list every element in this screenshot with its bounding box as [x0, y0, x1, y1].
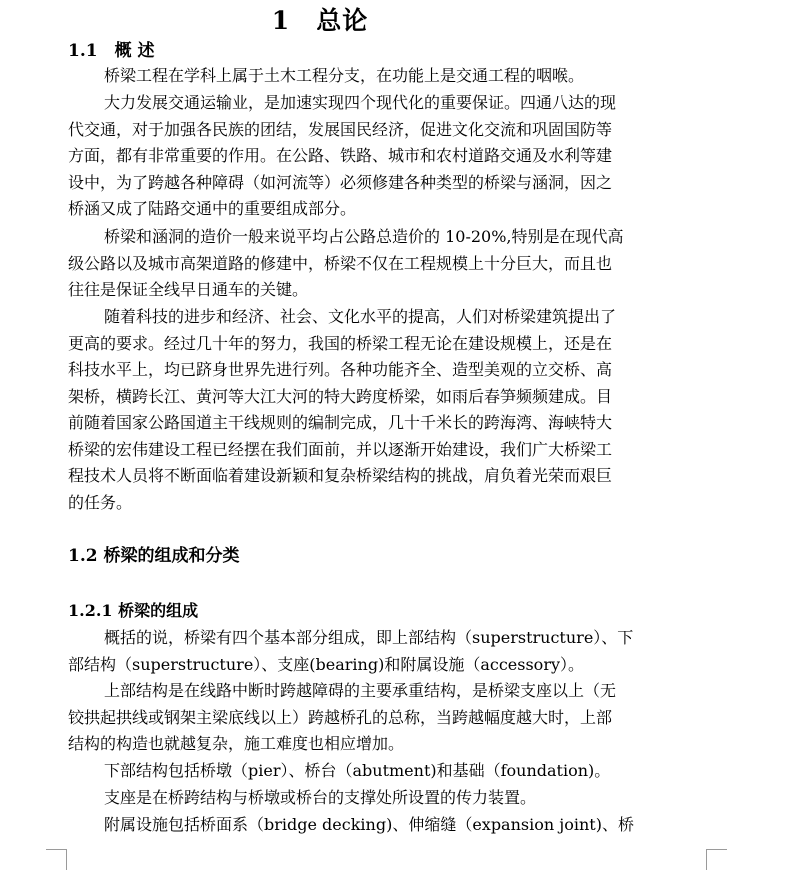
paragraph-5 — [68, 625, 708, 678]
paragraph-line: 方面，都有非常重要的作用。在公路、铁路、城市和农村道路交通及水利等建 — [68, 146, 613, 165]
paragraph-6 — [68, 678, 708, 758]
paragraph-line: 代交通，对于加强各民族的团结，发展国民经济，促进文化交流和巩固国防等 — [68, 119, 613, 139]
paragraph-line: 设中，为了跨越各种障碍（如河流等）必须修建各种类型的桥梁与涵洞，因之 — [68, 172, 613, 192]
paragraph-line: 级公路以及城市高架道路的修建中，桥梁不仅在工程规模上十分巨大，而且也 — [68, 253, 613, 273]
paragraph-7 — [68, 758, 708, 785]
page-corner-mark-left — [46, 849, 67, 870]
paragraph-2 — [68, 90, 708, 223]
section-heading-1-2-1: 1.2.1 桥梁的组成 — [68, 601, 199, 620]
paragraph-line: 支座是在桥跨结构与桥墩或桥台的支撑处所设置的传力装置。 — [104, 788, 537, 807]
paragraph-line: 前随着国家公路国道主干线规则的编制完成，几十千米长的跨海湾、海峡特大 — [68, 413, 613, 432]
chapter-title: 1 总论 — [271, 6, 369, 35]
paragraph-4 — [68, 304, 708, 516]
paragraph-1 — [68, 63, 708, 90]
paragraph-line: 更高的要求。经过几十年的努力，我国的桥梁工程无论在建设规模上，还是在 — [68, 333, 613, 353]
section-heading-1-2: 1.2 桥梁的组成和分类 — [68, 546, 240, 566]
page-corner-mark-right — [706, 849, 727, 870]
paragraph-line: 桥梁工程在学科上属于土木工程分支，在功能上是交通工程的咽喉。 — [104, 66, 585, 85]
paragraph-line: 科技水平上，均已跻身世界先进行列。各种功能齐全、造型美观的立交桥、高 — [68, 360, 613, 379]
paragraph-line: 随着科技的进步和经济、社会、文化水平的提高，人们对桥梁建筑提出了 — [104, 307, 617, 326]
paragraph-line: 往往是保证全线早日通车的关键。 — [68, 280, 309, 299]
paragraph-line: 程技术人员将不断面临着建设新颖和复杂桥梁结构的挑战，肩负着光荣而艰巨 — [68, 466, 613, 485]
paragraph-9 — [68, 812, 708, 839]
paragraph-line: 上部结构是在线路中断时跨越障碍的主要承重结构，是桥梁支座以上（无 — [104, 681, 617, 700]
paragraph-line: 铰拱起拱线或钢架主梁底线以上）跨越桥孔的总称，当跨越幅度越大时，上部 — [68, 707, 613, 727]
paragraph-line: 的任务。 — [68, 492, 133, 512]
paragraph-8 — [68, 785, 708, 812]
paragraph-line: 架桥，横跨长江、黄河等大江大河的特大跨度桥梁，如雨后春笋频频建成。目 — [68, 386, 613, 406]
paragraph-line: 部结构（superstructure）、支座(bearing)和附属设施（accessory）。 — [68, 654, 585, 674]
paragraph-line: 桥梁的宏伟建设工程已经摆在我们面前，并以逐渐开始建设，我们广大桥梁工 — [68, 439, 613, 459]
paragraph-line: 概括的说，桥梁有四个基本部分组成，即上部结构（superstructure）、下 — [104, 628, 634, 647]
paragraph-line: 桥梁和涵洞的造价一般来说平均占公路总造价的 10-20%,特别是在现代高 — [104, 227, 624, 246]
paragraph-line: 下部结构包括桥墩（pier）、桥台（abutment)和基础（foundation)。 — [104, 761, 611, 780]
paragraph-line: 结构的构造也就越复杂，施工难度也相应增加。 — [68, 734, 405, 753]
section-heading-1-1: 1.1 概 述 — [68, 41, 155, 61]
paragraph-line: 桥涵又成了陆路交通中的重要组成部分。 — [68, 199, 357, 218]
paragraph-line: 大力发展交通运输业，是加速实现四个现代化的重要保证。四通八达的现 — [104, 93, 617, 112]
paragraph-line: 附属设施包括桥面系（bridge decking)、伸缩缝（expansion joint)、桥 — [104, 815, 634, 834]
paragraph-3 — [68, 224, 708, 304]
